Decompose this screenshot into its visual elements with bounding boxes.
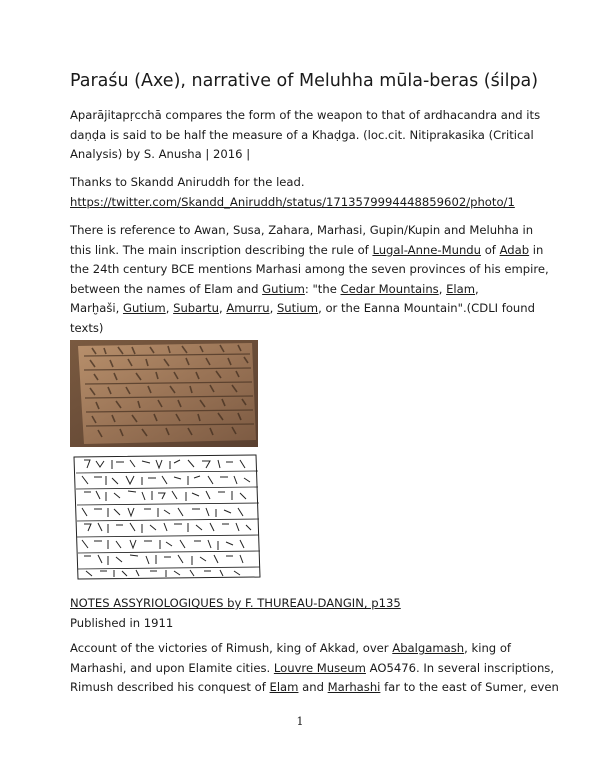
text-span: , (475, 281, 479, 296)
text-line: texts) (70, 320, 104, 335)
text-span: between the names of Elam and (70, 281, 263, 296)
notes-citation (70, 594, 540, 633)
text-span: AO5476. In several inscriptions, (365, 660, 555, 675)
link-elam[interactable]: Elam (446, 281, 476, 296)
link-gutium-2[interactable]: Gutium (122, 301, 166, 315)
text-line: daṇḍa is said to be half the measure of a Khaḍga. (loc.cit. Nitiprakasika (Critical (70, 127, 534, 142)
text-line: There is reference to Awan, Susa, Zahara, Marhasi, Gupin/Kupin and Meluhha in (70, 223, 534, 237)
notes-assyriologiques-link[interactable]: NOTES ASSYRIOLOGIQUES by F. THUREAU-DANGIN, p135 (70, 596, 401, 610)
page-title: Paraśu (Axe), narrative of Meluhha mūla-beras (śilpa) (70, 71, 539, 91)
link-abalgamash[interactable]: Abalgamash (392, 641, 465, 655)
cuneiform-line-drawing (70, 451, 263, 582)
text-span: in (529, 242, 544, 257)
text-span: this link. The main inscription describing the rule of (70, 242, 373, 257)
text-span: and (298, 680, 328, 694)
text-span: Rimush described his conquest of (70, 680, 270, 694)
link-lugal-anne-mundu[interactable]: Lugal-Anne-Mundu (372, 242, 482, 257)
text-span: , or the Eanna Mountain".(CDLI found (318, 301, 535, 315)
text-span: , (165, 301, 174, 315)
text-span: , (218, 301, 227, 315)
link-marhashi[interactable]: Marhashi (327, 680, 381, 694)
text-line: Analysis) by S. Anusha | 2016 | (70, 147, 251, 161)
paragraph-aparajitaprccha (70, 106, 540, 165)
link-louvre-museum[interactable]: Louvre Museum (273, 660, 366, 675)
link-adab[interactable]: Adab (499, 242, 530, 257)
text-span: Marhashi, and upon Elamite cities. (70, 660, 274, 675)
text-span: : "the (304, 281, 341, 296)
text-span: Account of the victories of Rimush, king of Akkad, over (70, 641, 393, 655)
clay-tablet-photo (70, 340, 258, 447)
text-line: Thanks to Skandd Aniruddh for the lead. (70, 175, 305, 189)
text-line: the 24th century BCE mentions Marhasi among the seven provinces of his empire, (70, 262, 549, 276)
paragraph-rimush (70, 639, 559, 698)
link-amurru[interactable]: Amurru (226, 301, 270, 315)
text-span: , (269, 301, 277, 315)
link-gutium[interactable]: Gutium (262, 281, 305, 296)
text-span: Marḫaši, (70, 301, 123, 315)
text-span: of (481, 242, 500, 257)
published-line: Published in 1911 (70, 615, 174, 630)
link-elam-2[interactable]: Elam (269, 680, 299, 694)
paragraph-thanks (70, 173, 540, 212)
link-subartu[interactable]: Subartu (173, 301, 219, 315)
text-span: , king of (464, 641, 512, 655)
page-number: 1 (296, 715, 304, 728)
text-span: , (438, 281, 447, 296)
link-cedar-mountains[interactable]: Cedar Mountains (340, 281, 439, 296)
twitter-link[interactable]: https://twitter.com/Skandd_Aniruddh/status/1713579994448859602/photo/1 (70, 194, 515, 209)
paragraph-marhasi (70, 221, 549, 338)
link-sutium[interactable]: Sutium (276, 301, 319, 315)
text-span: far to the east of Sumer, even (380, 680, 559, 694)
text-line: Aparājitapṛcchā compares the form of the weapon to that of ardhacandra and its (70, 108, 541, 122)
